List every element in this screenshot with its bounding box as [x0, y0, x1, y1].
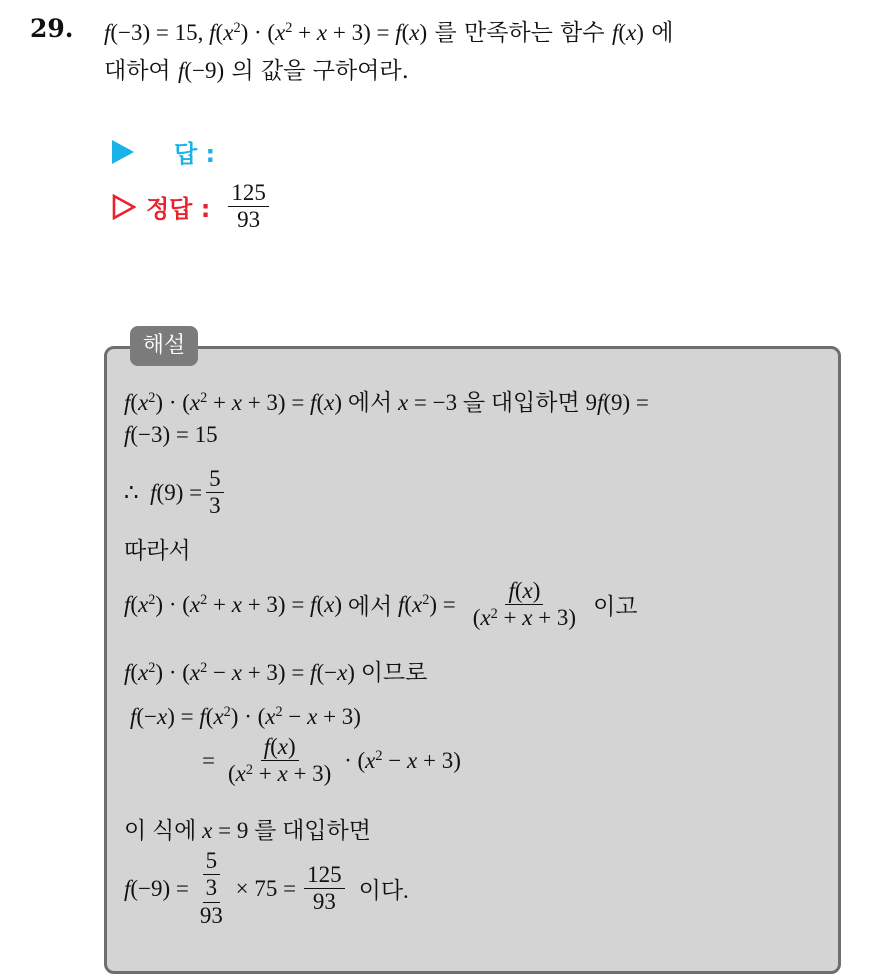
problem-word-line2: 대하여: [104, 58, 171, 84]
complex-inner-denominator: 3: [205, 875, 218, 901]
sol-word-is: 이다.: [358, 878, 409, 904]
correct-answer-label: 정답 :: [146, 195, 211, 224]
correct-answer-value: [228, 180, 269, 234]
f9-denominator: 3: [209, 493, 221, 519]
solution-line-10: f(−9) = $\frac{\frac{5}{3}}{93}$ × 75 = $\frac{125}{93}$ 이다.: [124, 848, 409, 928]
solution-line-2: f(−3) = 15: [124, 422, 218, 447]
therefore-symbol: ∴: [124, 479, 139, 505]
complex-outer-denominator: 93: [199, 902, 223, 928]
answer-row: [112, 134, 215, 169]
play-triangle-icon: [112, 140, 134, 164]
sol-word-in: 에서: [347, 390, 393, 415]
correct-answer-denominator: 93: [237, 207, 261, 233]
sol-word-in-2: 에서: [347, 594, 393, 620]
fx-over-fraction: $\frac{f(x)}{(x^2 + x + 3)}$: [472, 578, 577, 631]
problem-text: [104, 14, 874, 90]
solution-line-9: 이 식에 x = 9 를 대입하면: [124, 818, 371, 843]
sol-word-so: 따라서: [124, 538, 191, 564]
fx-over-fraction-2: $\frac{f(x)}{(x^2 + x + 3)}$: [227, 734, 332, 787]
complex-inner-numerator: 5: [203, 848, 221, 875]
problem-line-1: f(−3) = 15, $f(x^2) \cdot (x^2 + x + 3) = f(x)$ 를 만족하는 함수 f(x) 에: [104, 20, 674, 46]
correct-answer-row: [112, 180, 273, 234]
solution-line-8: = $\frac{f(x)}{(x^2 + x + 3)}$ · $(x^2 - x + 3)$: [202, 734, 461, 787]
sol-word-since: 이므로: [360, 660, 428, 685]
sol-word-this-eq: 이 식에: [124, 818, 197, 843]
solution-line-1: $f(x^2) \cdot (x^2 + x + 3) = f(x)$ 에서 x = −3 을 대입하면 9f(9) =: [124, 390, 649, 415]
problem-word-for: 에: [651, 20, 674, 46]
f9-fraction: [206, 466, 224, 520]
solution-line-3: ∴ f (9) = $\frac{5}{3}$: [124, 466, 228, 520]
problem-number: 29.: [30, 14, 74, 43]
result-numerator: 125: [304, 862, 345, 889]
complex-fraction: [197, 848, 226, 929]
solution-tag: 해설: [130, 326, 198, 366]
problem-word-find: 의 값을 구하여라.: [231, 58, 409, 84]
solution-line-6: $f(x^2) \cdot (x^2 - x + 3) = f(-x)$ 이므로: [124, 660, 428, 685]
outline-triangle-icon: [112, 194, 136, 220]
result-fraction: [304, 862, 345, 916]
sol-word-substitute: 을 대입하면: [462, 390, 580, 415]
sol-word-and: 이고: [593, 594, 638, 620]
answer-label: 답 :: [174, 140, 216, 168]
problem-word-satisfying: 를 만족하는 함수: [434, 20, 605, 46]
solution-line-5: $f(x^2) \cdot (x^2 + x + 3) = f(x)$ 에서 $f(x^2)$ = $\frac{f(x)}{(x^2 + x + 3)}$ 이고: [124, 578, 638, 631]
sol-word-subst2: 를 대입하면: [254, 818, 371, 843]
correct-answer-numerator: 125: [228, 180, 269, 207]
problem-line-2: 대하여 f(−9) 의 값을 구하여라.: [104, 58, 409, 84]
result-denominator: 93: [312, 889, 336, 915]
solution-line-7: $f(-x) = f(x^2) \cdot (x^2 - x + 3)$: [130, 704, 361, 729]
f9-numerator: 5: [206, 466, 224, 493]
